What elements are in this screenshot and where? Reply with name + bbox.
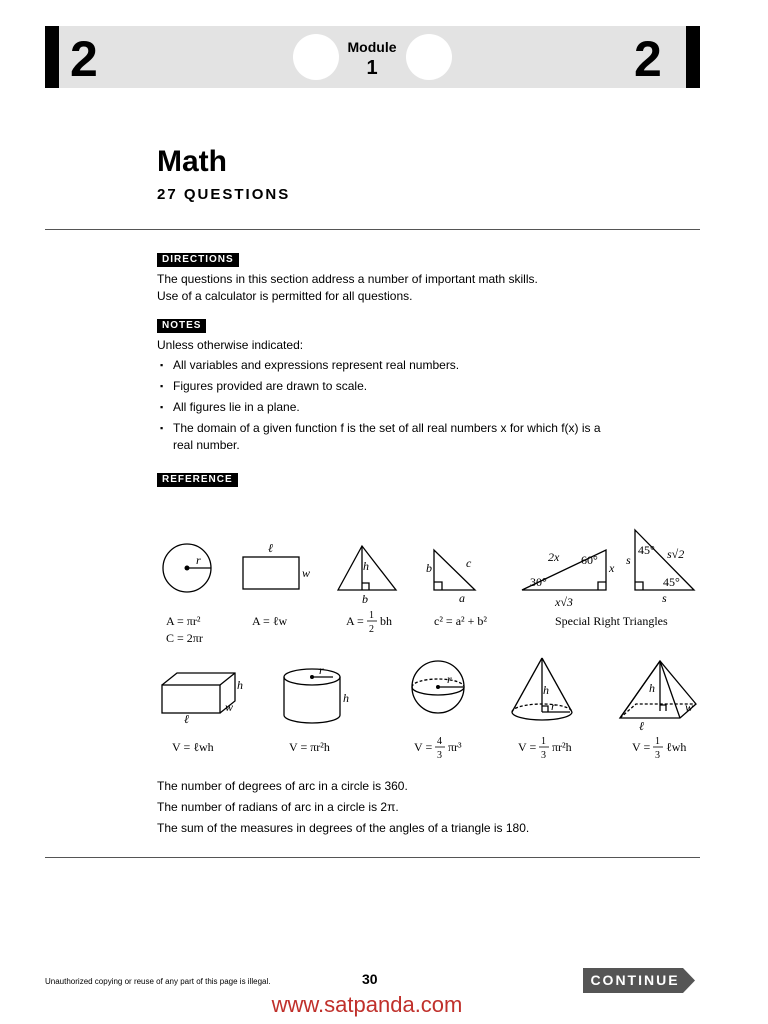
fraction-den: 2 — [369, 624, 374, 635]
label-w: w — [302, 566, 311, 580]
page-title: Math — [157, 145, 227, 178]
label-b-right: b — [426, 561, 432, 575]
formula-pyramid-lhs: V = — [632, 740, 651, 754]
label-x-root3: x√3 — [555, 595, 573, 609]
formula-triangle-lhs: A = — [346, 614, 364, 628]
module-label: Module — [347, 39, 397, 55]
directions-tag: DIRECTIONS — [157, 253, 239, 267]
page-number: 30 — [362, 971, 378, 987]
label-45-bottom: 45° — [663, 575, 680, 589]
label-s-left: s — [626, 553, 631, 567]
formula-cylinder-volume: V = πr²h — [289, 740, 330, 754]
fraction-num: 1 — [369, 610, 374, 621]
label-box-h: h — [237, 678, 243, 692]
label-cyl-r: r — [319, 663, 324, 677]
reference-tag: REFERENCE — [157, 473, 238, 487]
label-s-root2: s√2 — [667, 547, 685, 561]
cone-figure — [512, 658, 572, 720]
module-number: 1 — [366, 57, 378, 79]
label-box-w: w — [225, 700, 234, 714]
question-count: 27 QUESTIONS — [157, 186, 291, 203]
notes-list — [160, 357, 613, 458]
label-s-bottom: s — [662, 591, 667, 605]
reference-facts — [157, 776, 529, 839]
label-cone-h: h — [543, 683, 549, 697]
fraction-den: 3 — [541, 750, 546, 761]
header-circle-left — [293, 34, 339, 80]
label-cone-r: r — [551, 699, 556, 713]
formula-triangle-rhs: bh — [380, 614, 392, 628]
label-pyr-h: h — [649, 681, 655, 695]
label-pyr-w: w — [685, 700, 694, 714]
copyright-notice: Unauthorized copying or reuse of any part of this page is illegal. — [45, 977, 271, 986]
label-45-top: 45° — [638, 543, 655, 557]
fraction-num: 1 — [541, 736, 546, 747]
watermark-url: www.satpanda.com — [271, 992, 463, 1017]
special-triangles-caption: Special Right Triangles — [555, 614, 668, 628]
header-right-bar — [686, 26, 700, 88]
formula-rectangle: A = ℓw — [252, 614, 288, 628]
divider-bottom — [45, 857, 700, 858]
label-sphere-r: r — [447, 672, 452, 686]
label-b: b — [362, 592, 368, 606]
directions-line-2: Use of a calculator is permitted for all questions. — [157, 289, 413, 303]
label-h: h — [363, 559, 369, 573]
formula-cone-lhs: V = — [518, 740, 537, 754]
reference-figures — [150, 520, 710, 770]
fraction-den: 3 — [655, 750, 660, 761]
formula-box-volume: V = ℓwh — [172, 740, 214, 754]
header-left-bar — [45, 26, 59, 88]
fact-degrees: The number of degrees of arc in a circle is 360. — [157, 779, 408, 793]
notes-tag: NOTES — [157, 319, 206, 333]
rectangle-figure — [243, 557, 299, 589]
label-x: x — [609, 561, 615, 575]
formula-pyramid-rhs: ℓwh — [666, 740, 687, 754]
list-item: ▪ All figures lie in a plane. — [160, 399, 613, 416]
header-circle-right — [406, 34, 452, 80]
label-r: r — [196, 553, 201, 567]
list-item: ▪ All variables and expressions represent real numbers. — [160, 357, 613, 374]
section-number-left: 2 — [70, 31, 98, 87]
formula-pythagorean: c² = a² + b² — [434, 614, 487, 628]
list-item: ▪ Figures provided are drawn to scale. — [160, 378, 613, 395]
formula-circle-area: A = πr² — [166, 614, 201, 628]
directions-text — [157, 271, 538, 305]
formula-sphere-lhs: V = — [414, 740, 433, 754]
fraction-den: 3 — [437, 750, 442, 761]
label-pyr-l: ℓ — [639, 719, 644, 733]
label-30: 30° — [530, 575, 547, 589]
label-cyl-h: h — [343, 691, 349, 705]
label-l: ℓ — [268, 541, 273, 555]
label-a: a — [459, 591, 465, 605]
fact-triangle-sum: The sum of the measures in degrees of the angles of a triangle is 180. — [157, 821, 530, 835]
label-c: c — [466, 556, 472, 570]
label-60: 60° — [581, 553, 598, 567]
formula-cone-rhs: πr²h — [552, 740, 572, 754]
label-box-l: ℓ — [184, 712, 189, 726]
continue-label[interactable]: CONTINUE — [590, 972, 680, 988]
fraction-num: 1 — [655, 736, 660, 747]
section-number-right: 2 — [634, 31, 662, 87]
fraction-num: 4 — [437, 736, 442, 747]
label-2x: 2x — [548, 550, 560, 564]
fact-radians: The number of radians of arc in a circle is 2π. — [157, 800, 399, 814]
divider-top — [45, 229, 700, 230]
list-item: ▪ The domain of a given function f is the set of all real numbers x for which f(x) is a real number. — [160, 420, 613, 454]
formula-circle-circumference: C = 2πr — [166, 631, 203, 645]
directions-line-1: The questions in this section address a number of important math skills. — [157, 272, 538, 286]
formula-sphere-rhs: πr³ — [448, 740, 462, 754]
notes-intro: Unless otherwise indicated: — [157, 338, 304, 352]
